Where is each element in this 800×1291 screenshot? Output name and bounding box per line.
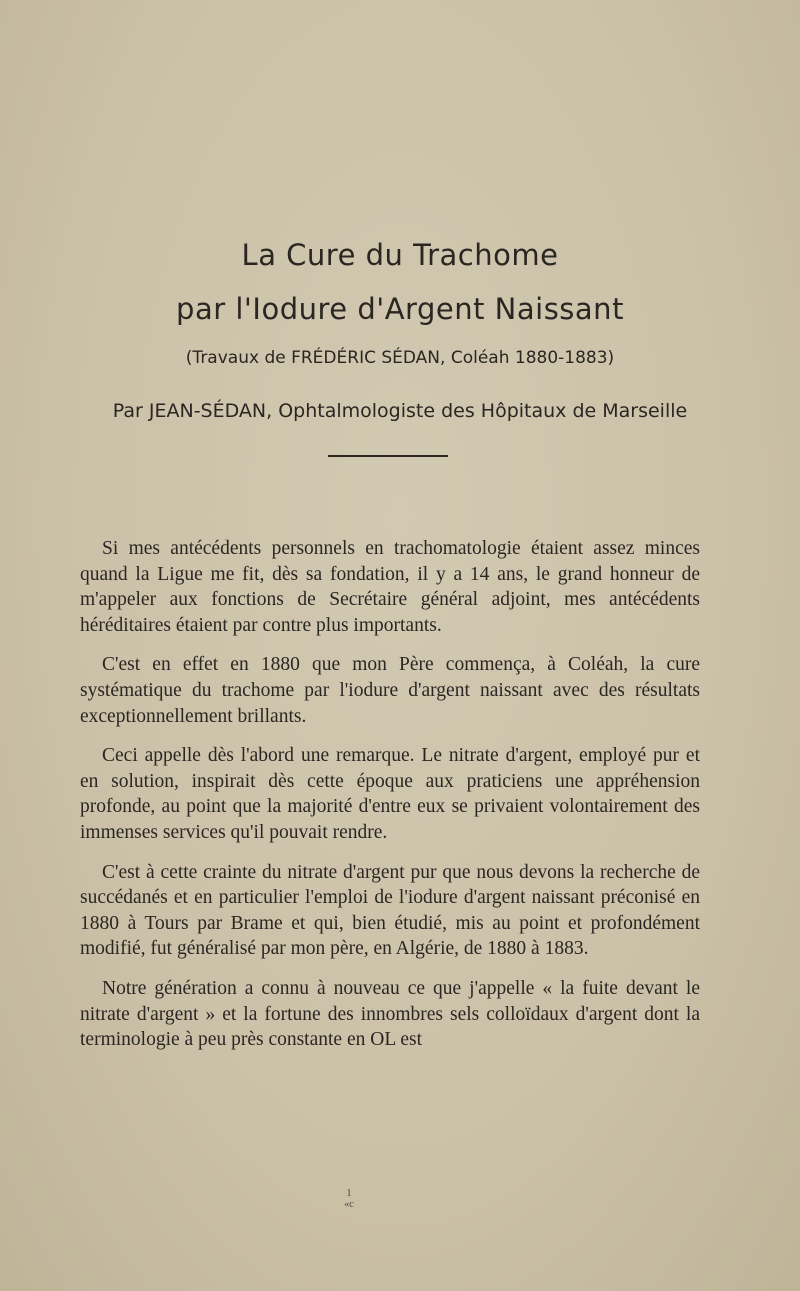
title-divider — [328, 455, 448, 457]
page-folio — [334, 1188, 364, 1210]
paragraph-2: C'est en effet en 1880 que mon Père commença, à Coléah, la cure systématique du trachome par l'iodure d'argent naissant avec des résultats exceptionnellement brillants. — [80, 654, 700, 727]
title-line-1: La Cure du Trachome — [241, 238, 559, 272]
folio-sub: «c — [344, 1199, 354, 1210]
folio-mark: 1 — [346, 1188, 352, 1199]
paragraph-4: C'est à cette crainte du nitrate d'argent pur que nous devons la recherche de succédanés et en particulier l'emploi de l'iodure d'argent naissant préconisé en 1880 à Tours par Brame et qui, bien étudié, mis au point et profondément modifié, fut généralisé par mon père, en Algérie, de 1880 à 1883. — [80, 861, 700, 960]
title-line-2: par l'Iodure d'Argent Naissant — [176, 292, 624, 326]
author-byline: Par JEAN-SÉDAN, Ophtalmologiste des Hôpitaux de Marseille — [112, 400, 688, 422]
paragraph-5: Notre génération a connu à nouveau ce que j'appelle « la fuite devant le nitrate d'argent » et la fortune des innombres sels colloïdaux d'argent dont la terminologie à peu près constante en OL est — [80, 977, 700, 1051]
subtitle: (Travaux de FRÉDÉRIC SÉDAN, Coléah 1880-1883) — [185, 348, 615, 368]
paragraph-1: Si mes antécédents personnels en trachomatologie étaient assez minces quand la Ligue me fit, dès sa fondation, il y a 14 ans, le grand honneur de m'appeler aux fonctions de Secrétaire général adjoint, mes antécédents héréditaires étaient par contre plus importants. — [80, 538, 700, 636]
article-body — [80, 536, 700, 1067]
paragraph-3: Ceci appelle dès l'abord une remarque. Le nitrate d'argent, employé pur et en solution, inspirait dès cette époque aux praticiens une appréhension profonde, au point que la majorité d'entre eux se privaient volontairement des immenses services qu'il pouvait rendre. — [80, 745, 700, 843]
